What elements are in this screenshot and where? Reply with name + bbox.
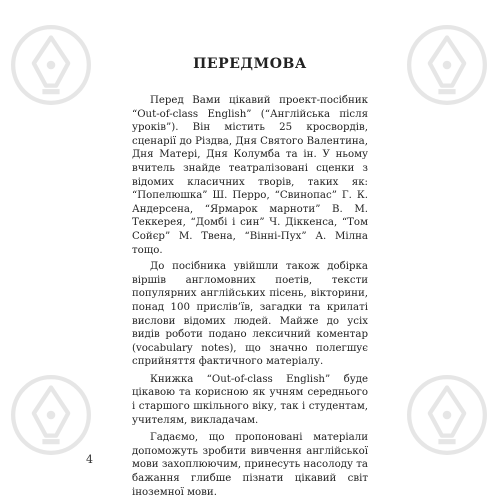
page-number: 4 xyxy=(86,453,93,466)
preface-text xyxy=(132,94,368,502)
pen-nib-icon xyxy=(404,372,490,458)
paragraph-intro: Перед Вами цікавий проект-посібник “Out-of-class English” (“Англійська після уроків”). Він містить 25 кросвордів, сценарії до Різдва, Дня Святого Валентина, Дня Матері, Дня Колумба та ін. У ньому вчитель знайде театралізовані сценки з відомих класичних творів, таких як: “Попелюшка” Ш. Перро, “Свинопас” Г. К. Андерсена, “Ярмарок марноти” В. М. Теккерея, “Домбі і син” Ч. Діккенса, “Том Сойєр” М. Твена, “Вінні-Пух” А. Мілна тощо. xyxy=(132,95,368,256)
paragraph-conclusion: Гадаємо, що пропоновані матеріали допоможуть зробити вивчення англійської мови захоплюючим, принесуть насолоду та бажання глибше пізнати цікавий світ іноземної мови. xyxy=(132,432,368,498)
paragraph-audience: Книжка “Out-of-class English” буде цікавою та корисною як учням середнього і старшого шкільного віку, так і студентам, учителям, викладачам. xyxy=(132,373,368,426)
page-title: ПЕРЕДМОВА xyxy=(193,56,307,72)
paragraph-contents: До посібника увійшли також добірка віршів англомовних поетів, тексти популярних англійських пісень, вікторини, понад 100 прислів’їв, загадки та крилаті вислови відомих людей. Майже до усіх видів роботи подано лексичний коментар (vocabulary notes), що значно полегшує сприйняття фактичного матеріалу. xyxy=(132,261,368,368)
pen-nib-icon xyxy=(8,372,94,458)
